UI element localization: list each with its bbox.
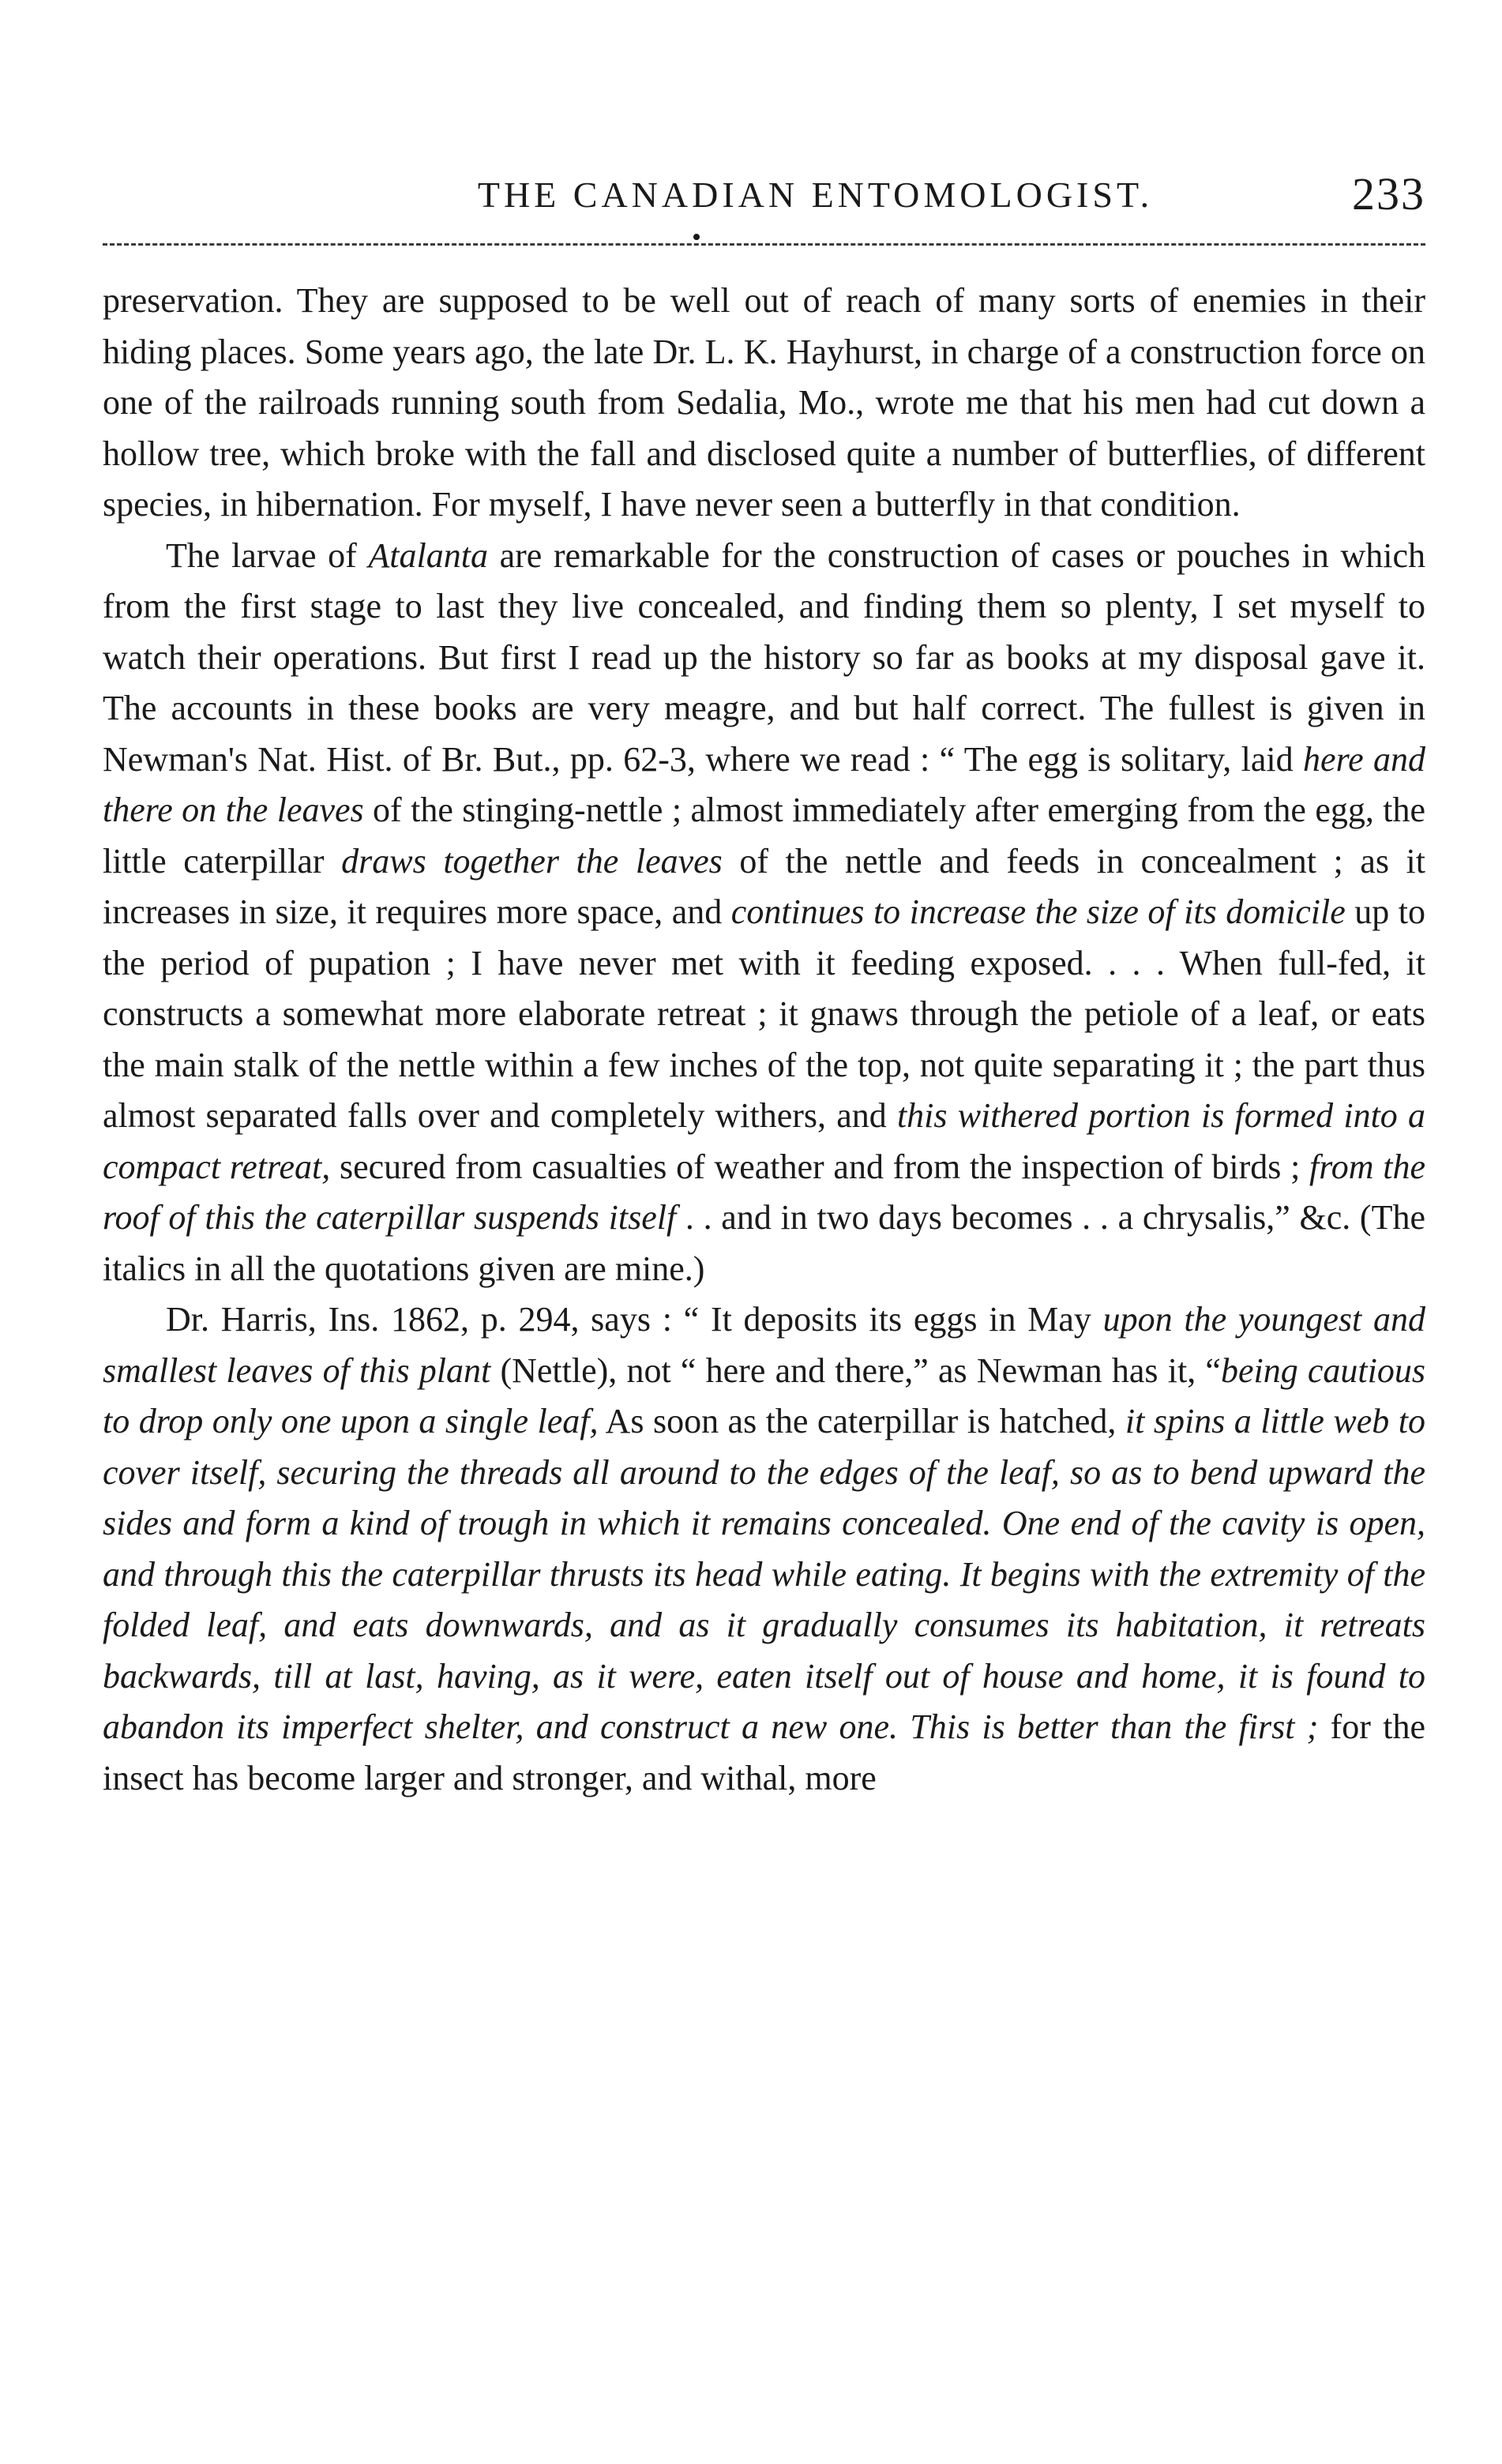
text-run-2: (Nettle), not “ here and there,” as Newman has it, “ (490, 1350, 1221, 1390)
running-title: THE CANADIAN ENTOMOLOGIST. (477, 175, 1154, 215)
ornament-dot (693, 234, 700, 240)
italic-run-5: it spins a little web to cover itself, securing the threads all around to the edges of the leaf, so as to bend upward the sides and form a kind of trough in which it remains concealed. One end of the cavity is open, and through this the caterpillar thrusts its head while eating. It begins with the extremity of the folded leaf, and eats downwards, and as it gradually consumes its habitation, it retreats backwards, till at last, having, as it were, eaten itself out of house and home, it is found to abandon its imperfect shelter, and construct a new one. This is better than the first ; (103, 1402, 1426, 1746)
paragraph-2 (103, 531, 1425, 1295)
italic-run-1: Atalanta (368, 535, 488, 575)
document-page (103, 158, 1425, 1804)
italic-run-7: continues to increase the size of its domicile (730, 892, 1346, 931)
italic-run-11: from the roof of this the caterpillar suspends itself (103, 1147, 1426, 1237)
text-run-12: . . and in two days becomes . . a chrysalis,” &c. (The italics in all the quotations given are mine.) (103, 1198, 1425, 1288)
text-run-10: secured from casualties of weather and from the inspection of birds ; (330, 1147, 1310, 1186)
page-number: 233 (1352, 168, 1425, 220)
paragraph-1: preservation. They are supposed to be well out of reach of many sorts of enemies in their hiding places. Some years ago, the late Dr. L. K. Hayhurst, in charge of a construction force on one of the railroads running south from Sedalia, Mo., wrote me that his men had cut down a hollow tree, which broke with the fall and disclosed quite a number of butterflies, of different species, in hibernation. For myself, I have never seen a butterfly in that condition. (103, 281, 1425, 524)
text-run-4: of the stinging-nettle ; almost immediately after emerging from the egg, the little caterpillar (103, 791, 1425, 881)
text-run-0: Dr. Harris, Ins. 1862, p. 294, says : “ It deposits its eggs in May (166, 1300, 1103, 1339)
italic-run-3: here and there on the leaves (103, 739, 1425, 829)
header-rule (103, 243, 1425, 246)
text-run-2: are remarkable for the construction of cases or pouches in which from the first stage to last they live concealed, and finding them so plenty, I set myself to watch their operations. But first I read up the history so far as books at my disposal gave it. The accounts in these books are very meagre, and but half correct. The fullest is given in Newman's Nat. Hist. of Br. But., pp. 62-3, where we read : “ The egg is solitary, laid (103, 535, 1425, 779)
italic-run-5: draws together the leaves (341, 841, 723, 881)
paragraph-3 (103, 1294, 1425, 1804)
text-run-6: of the nettle and feeds in concealment ; as it increases in size, it requires more space, and (103, 841, 1425, 931)
italic-run-1: upon the youngest and smallest leaves of this plant (103, 1300, 1425, 1390)
text-run-6: for the insect has become larger and stronger, and withal, more (103, 1707, 1425, 1797)
italic-run-9: this withered portion is formed into a compact retreat, (103, 1096, 1425, 1186)
text-run-0: The larvae of (166, 535, 369, 575)
italic-run-3: being cautious to drop only one upon a single leaf, (103, 1350, 1426, 1440)
text-run-8: up to the period of pupation ; I have never met with it feeding exposed. . . . When full-fed, it constructs a somewhat more elaborate retreat ; it gnaws through the petiole of a leaf, or eats the main stalk of the nettle within a few inches of the top, not quite separating it ; the part thus almost separated falls over and completely withers, and (103, 892, 1425, 1135)
running-head (103, 158, 1425, 229)
text-run-4: As soon as the caterpillar is hatched, (598, 1402, 1125, 1440)
